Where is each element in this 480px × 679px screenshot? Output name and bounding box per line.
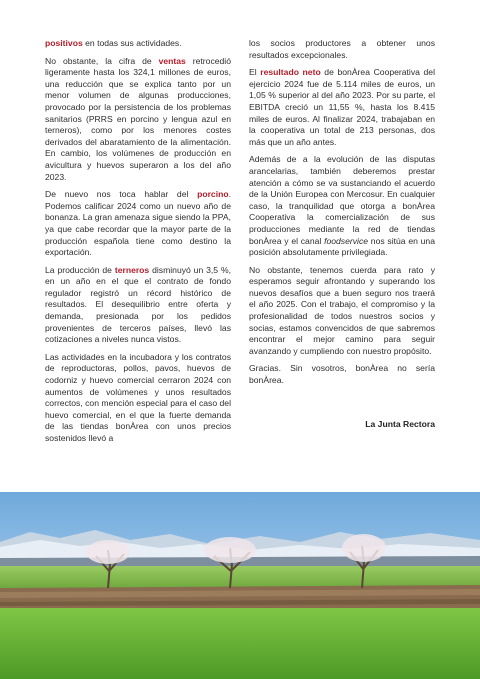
paragraph-text: Las actividades en la incubadora y los contratos de reproductoras, pollos, pavos, huevos de codorniz y huevo comercial cerraron 2024 con aumentos de volúmenes y unos resultados correctos, con mención especial para el caso del huevo comercial, en el que la fuerte demanda de las tiendas bonÀrea con unos precios sostenidos llevó a [45,351,231,443]
italic-term: foodservice [324,235,369,246]
paragraph-text: Además de a la evolución de las disputas arancelarias, también deberemos prestar atención a cómo se va sustanciando el acuerdo de la Unión Europea con Mercosur. En cualquier caso, la tranquilidad que otorga a bonÀrea Cooperativa la comercialización de sus producciones mediante la red de tiendas bonÀrea y el canal [249,154,435,246]
paragraph [45,352,231,445]
landscape-photo [0,492,480,679]
paragraph [45,189,231,259]
paragraph [249,363,435,386]
paragraph-text: los socios productores a obtener unos resultados excepcionales. [249,38,435,60]
paragraph-text: de bonÀrea Cooperativa del ejercicio 2024 fue de 5.114 miles de euros, un 1,05 % superior al del año 2023. Por su parte, el EBITDA creció un 11,55 %, hasta los 8.415 miles de euros. Al finalizar 2024, trabajaban en la cooperativa un total de 213 personas, dos más que un año antes. [249,67,435,147]
paragraph-text: nos sitúa en una posición absolutamente privilegiada. [249,235,435,258]
right-column [249,38,435,476]
paragraph-text: en todas sus actividades. [82,38,182,48]
paragraph-text: La producción de [45,264,115,275]
left-column [45,38,231,476]
paragraph [45,265,231,346]
paragraph-text: El [249,67,261,78]
highlighted-term: resultado neto [260,67,321,78]
paragraph-text: De nuevo nos toca hablar del [45,189,198,200]
paragraph [249,265,435,358]
signature: La Junta Rectora [365,418,435,429]
paragraph-text: Gracias. Sin vosotros, bonÀrea no sería bonÀrea. [249,363,435,386]
highlighted-term: porcino [197,189,229,200]
highlighted-term: terneros [114,264,150,275]
article-body [45,38,435,476]
paragraph [249,154,435,258]
paragraph [45,56,231,184]
paragraph-text: . Podemos calificar 2024 como un nuevo año de bonanza. La gran amenaza sigue siendo la PPA, ya que cabe recordar que la mayor parte de la producción española tiene como destino la exportación. [45,189,231,258]
paragraph [45,38,231,50]
paragraph [249,38,435,61]
paragraph-text: retrocedió ligeramente hasta los 324,1 millones de euros, una reducción que se explica tanto por un menor volumen de algunas producciones, provocado por la persistencia de los problemas sanitarios (PRRS en porcino y lengua azul en terneros), como por los menores costes derivados del abaratamiento de la alimentación. En cambio, los volúmenes de producción en avicultura y huevos superaron a los del año 2023. [45,55,231,182]
paragraph-text: No obstante, la cifra de [45,55,159,66]
paragraph [249,67,435,148]
highlighted-term: positivos [45,38,83,48]
paragraph-text: No obstante, tenemos cuerda para rato y esperamos seguir afrontando y superando los nuevos desafíos que a buen seguro nos traerá el año 2025. Con el trabajo, el compromiso y la profesionalidad de todos nuestros socios y socias, estamos convencidos de que sabremos encontrar el mejor camino para seguir avanzando y cumpliendo con nuestro propósito. [249,264,435,356]
paragraph-text: disminuyó un 3,5 %, en un año en el que el contrato de fondo regulador registró un récord histórico de resultados. El desequilibrio entre oferta y demanda, presionada por los pedidos provenientes de terceros países, llevó las cotizaciones a niveles nunca vistos. [45,264,231,345]
highlighted-term: ventas [158,55,186,66]
